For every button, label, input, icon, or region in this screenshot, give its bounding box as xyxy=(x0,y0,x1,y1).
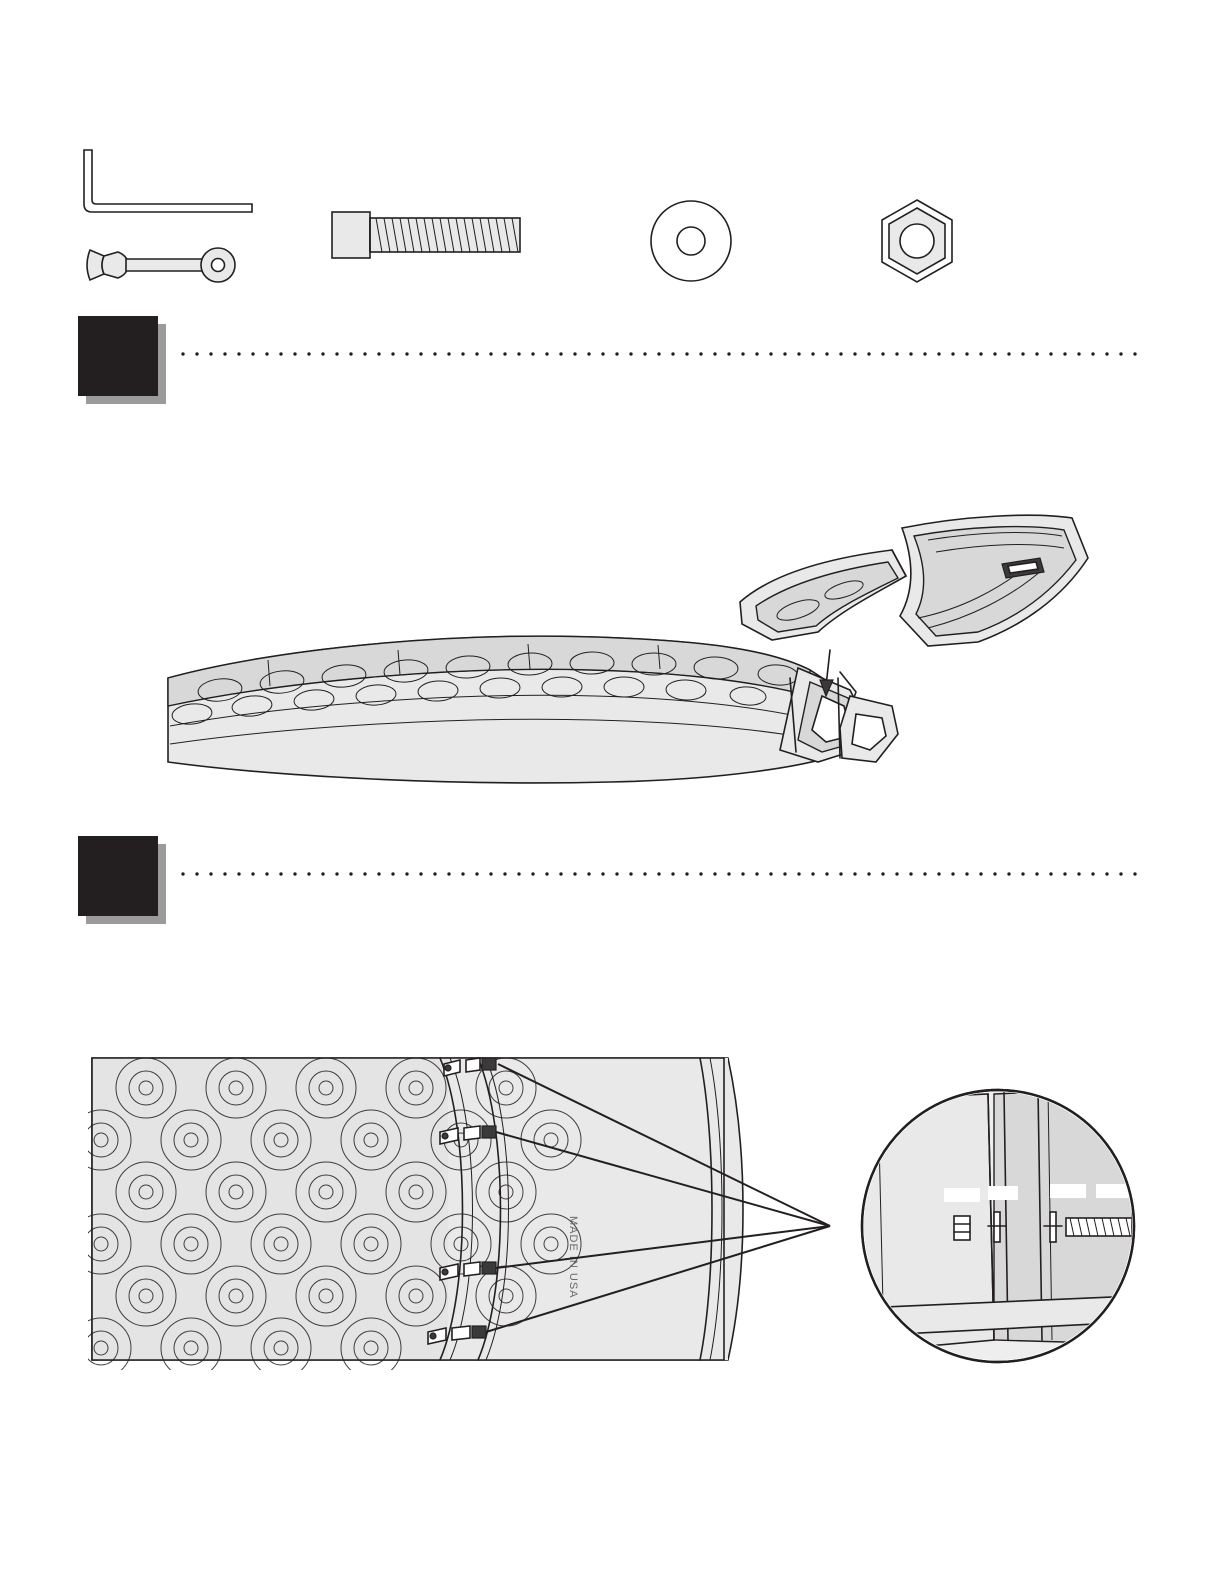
nut-icon xyxy=(872,196,962,286)
allen-key-icon xyxy=(78,148,258,218)
step-marker-2-number xyxy=(78,836,158,916)
wrench-icon xyxy=(84,240,244,290)
step-divider-2 xyxy=(176,872,1144,876)
step-marker-1-number xyxy=(78,316,158,396)
detail-nut xyxy=(954,1216,970,1240)
step-two-illustration xyxy=(88,1040,1158,1370)
step-marker-2 xyxy=(78,836,166,924)
step-divider-1 xyxy=(176,352,1144,356)
hardware-list xyxy=(0,120,1224,310)
step-marker-1 xyxy=(78,316,166,404)
step-one-illustration xyxy=(150,500,1090,830)
molded-text: MADE IN USA xyxy=(567,1216,579,1299)
bolt-icon xyxy=(330,200,530,270)
washer-icon xyxy=(648,198,734,284)
magnified-detail-circle xyxy=(862,1088,1148,1362)
